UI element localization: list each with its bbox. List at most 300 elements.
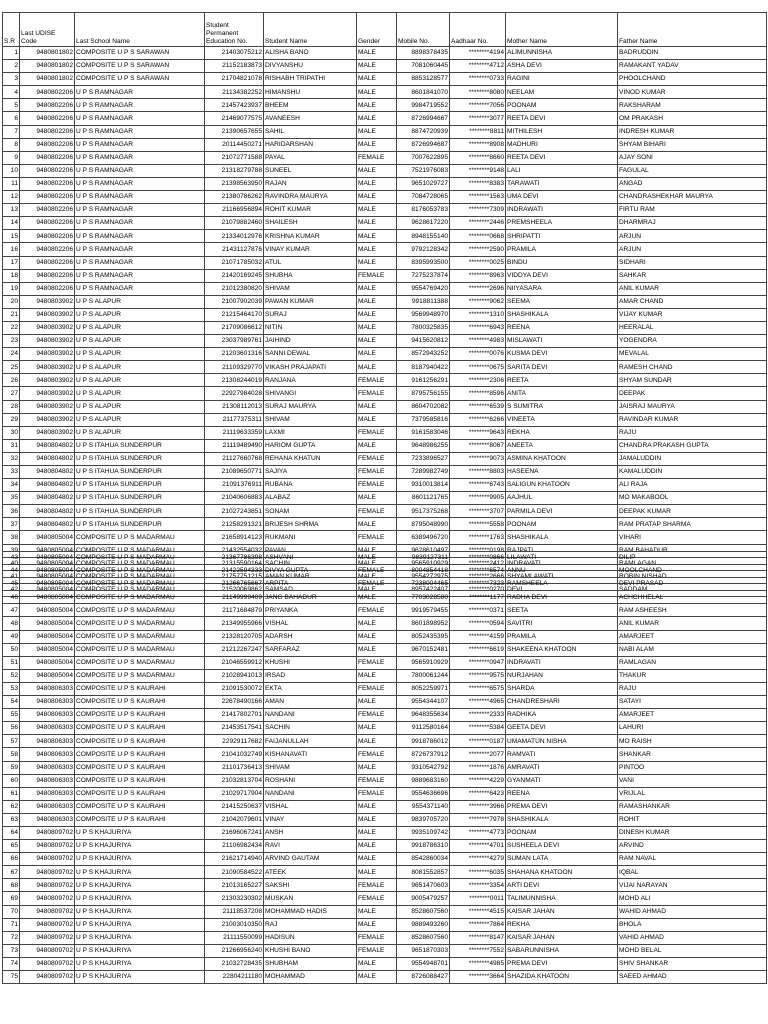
udise-code-cell: 9480801802 — [20, 47, 75, 60]
table-row — [3, 125, 767, 138]
udise-code-cell: 9480802206 — [20, 282, 75, 295]
aadhaar-cell: ********1876 — [450, 761, 506, 774]
udise-code-cell: 9480801802 — [20, 73, 75, 86]
school-name-cell: U P S ITAHUA SUNDERPUR — [75, 439, 205, 452]
school-name-cell: U P S KHAJURIYA — [75, 944, 205, 957]
aadhaar-cell: ********8147 — [450, 931, 506, 944]
sr-cell: 26 — [3, 374, 20, 387]
education-no-cell: 21704821078 — [205, 73, 264, 86]
school-name-cell: U P S RAMNAGAR — [75, 282, 205, 295]
father-name-cell: MO MAKABOOL — [618, 492, 767, 505]
gender-cell: MALE — [357, 308, 397, 321]
aadhaar-cell: ********3664 — [450, 971, 506, 984]
education-no-cell: 21349955966 — [205, 617, 264, 630]
gender-cell: FEMALE — [357, 151, 397, 164]
mobile-cell: 9935109742 — [397, 826, 450, 839]
mother-name-cell: UMAMATUN NISHA — [506, 735, 618, 748]
mother-name-cell: RADHA DEVI — [506, 591, 618, 604]
gender-cell: MALE — [357, 761, 397, 774]
father-name-cell: AMAR CHAND — [618, 295, 767, 308]
gender-cell: MALE — [357, 112, 397, 125]
mobile-cell: 9554344107 — [397, 696, 450, 709]
aadhaar-cell: ********1310 — [450, 308, 506, 321]
mother-name-cell: SHAKEENA KHATOON — [506, 643, 618, 656]
mother-name-cell: LALI — [506, 164, 618, 177]
student-name-cell: SURAJ MAURYA — [264, 400, 357, 413]
table-row — [3, 335, 767, 348]
sr-cell: 71 — [3, 918, 20, 931]
education-no-cell: 21328120705 — [205, 630, 264, 643]
mobile-cell: 9889683160 — [397, 774, 450, 787]
father-name-cell: SATAYI — [618, 696, 767, 709]
student-name-cell: SUNEEL — [264, 164, 357, 177]
school-name-cell: U P S RAMNAGAR — [75, 217, 205, 230]
school-name-cell: U P S KHAJURIYA — [75, 957, 205, 970]
gender-cell: FEMALE — [357, 426, 397, 439]
education-no-cell: 21029717904 — [205, 787, 264, 800]
student-name-cell: SAJIYA — [264, 466, 357, 479]
father-name-cell: DINESH KUMAR — [618, 826, 767, 839]
udise-code-cell: 9480802206 — [20, 112, 75, 125]
header-education-no: Student Permanent Education No. — [205, 13, 264, 47]
student-name-cell: ATEEK — [264, 866, 357, 879]
udise-code-cell: 9480806303 — [20, 800, 75, 813]
sr-cell: 31 — [3, 439, 20, 452]
table-row — [3, 361, 767, 374]
father-name-cell: RAJU — [618, 426, 767, 439]
mobile-cell: 9648355634 — [397, 709, 450, 722]
udise-code-cell: 9480809702 — [20, 944, 75, 957]
aadhaar-cell: ********8383 — [450, 177, 506, 190]
mobile-cell: 9554371140 — [397, 800, 450, 813]
father-name-cell: SAEED AHMAD — [618, 971, 767, 984]
student-name-cell: HARIDARSHAN — [264, 138, 357, 151]
school-name-cell: COMPOSITE U P S MADARMAU — [75, 583, 205, 596]
sr-cell: 1 — [3, 47, 20, 60]
udise-code-cell: 9480805004 — [20, 570, 75, 583]
mobile-cell: 9565910929 — [397, 557, 450, 570]
aadhaar-cell: ********9575 — [450, 669, 506, 682]
father-name-cell: MO RAISH — [618, 735, 767, 748]
father-name-cell: SHANKAR — [618, 748, 767, 761]
mobile-cell: 9554769420 — [397, 282, 450, 295]
student-name-cell: SHAILESH — [264, 217, 357, 230]
mother-name-cell: VINEETA — [506, 413, 618, 426]
mother-name-cell: MADHURI — [506, 138, 618, 151]
sr-cell: 30 — [3, 426, 20, 439]
udise-code-cell: 9480809702 — [20, 918, 75, 931]
school-name-cell: U P S RAMNAGAR — [75, 138, 205, 151]
student-name-cell: AVANEESH — [264, 112, 357, 125]
mother-name-cell: LILAWATI — [506, 552, 618, 565]
sr-cell: 9 — [3, 151, 20, 164]
mobile-cell: 7007622895 — [397, 151, 450, 164]
sr-cell: 44 — [3, 565, 20, 578]
father-name-cell: MOOLCHAND — [618, 565, 767, 578]
school-name-cell: COMPOSITE U P S KAURAHI — [75, 682, 205, 695]
sr-cell: 7 — [3, 125, 20, 138]
gender-cell: FEMALE — [357, 505, 397, 518]
father-name-cell: PINTOO — [618, 761, 767, 774]
education-no-cell: 23037989761 — [205, 335, 264, 348]
table-row — [3, 321, 767, 334]
aadhaar-cell: ********4965 — [450, 696, 506, 709]
mobile-cell: 8052435395 — [397, 630, 450, 643]
education-no-cell: 21308112013 — [205, 400, 264, 413]
mobile-cell: 7521976083 — [397, 164, 450, 177]
udise-code-cell: 9480802206 — [20, 125, 75, 138]
student-name-cell: SAKSHI — [264, 879, 357, 892]
sr-cell: 36 — [3, 505, 20, 518]
mobile-cell: 9554272975 — [397, 570, 450, 583]
sr-cell: 55 — [3, 709, 20, 722]
udise-code-cell: 9480802206 — [20, 204, 75, 217]
mobile-cell: 9310542792 — [397, 761, 450, 774]
udise-code-cell: 9480805004 — [20, 544, 75, 557]
mobile-cell: 7800325835 — [397, 321, 450, 334]
table-row — [3, 630, 767, 643]
table-row — [3, 348, 767, 361]
gender-cell: MALE — [357, 400, 397, 413]
education-no-cell: 21012380820 — [205, 282, 264, 295]
father-name-cell: VINOD KUMAR — [618, 86, 767, 99]
mobile-cell: 8601841070 — [397, 86, 450, 99]
student-name-cell: MUSKAN — [264, 892, 357, 905]
student-name-cell: RAJAN — [264, 177, 357, 190]
table-row — [3, 151, 767, 164]
education-no-cell: 21709086612 — [205, 321, 264, 334]
school-name-cell: U P S KHAJURIYA — [75, 853, 205, 866]
mobile-cell: 8601121765 — [397, 492, 450, 505]
header-udise-code: Last UDISE Code — [20, 13, 75, 47]
mother-name-cell: PREMSHEELA — [506, 217, 618, 230]
student-name-cell: MOHAMMAD — [264, 971, 357, 984]
aadhaar-cell: ********5558 — [450, 518, 506, 531]
aadhaar-cell: ********8080 — [450, 86, 506, 99]
table-row — [3, 230, 767, 243]
table-row — [3, 840, 767, 853]
mobile-cell: 9889493260 — [397, 918, 450, 931]
mother-name-cell: GEETA DEVI — [506, 722, 618, 735]
mobile-cell: 8176053783 — [397, 204, 450, 217]
mobile-cell: 9651870303 — [397, 944, 450, 957]
gender-cell: MALE — [357, 643, 397, 656]
mother-name-cell: SHAHANA KHATOON — [506, 866, 618, 879]
mother-name-cell: KUSMA DEVI — [506, 348, 618, 361]
father-name-cell: SHYAM BIHARI — [618, 138, 767, 151]
father-name-cell: BHOLA — [618, 918, 767, 931]
udise-code-cell: 9480802206 — [20, 86, 75, 99]
student-name-cell: ALISHA BANO — [264, 47, 357, 60]
student-name-cell: KISHANAVATI — [264, 748, 357, 761]
mother-name-cell: AAJHUL — [506, 492, 618, 505]
gender-cell: FEMALE — [357, 944, 397, 957]
education-no-cell: 21757751215 — [205, 570, 264, 583]
school-name-cell: U P S RAMNAGAR — [75, 243, 205, 256]
student-name-cell: RISHABH TRIPATHI — [264, 73, 357, 86]
mother-name-cell: SHAZIDA KHATOON — [506, 971, 618, 984]
student-name-cell: ADARSH — [264, 630, 357, 643]
mother-name-cell: PREMA DEVI — [506, 957, 618, 970]
mother-name-cell: HASEENA — [506, 466, 618, 479]
school-name-cell: COMPOSITE U P S KAURAHI — [75, 761, 205, 774]
aadhaar-cell: ********2412 — [450, 557, 506, 570]
udise-code-cell: 9480801802 — [20, 60, 75, 73]
student-name-cell: LAXMI — [264, 426, 357, 439]
school-name-cell: COMPOSITE U P S MADARMAU — [75, 531, 205, 544]
education-no-cell: 21308244019 — [205, 374, 264, 387]
sr-cell: 27 — [3, 387, 20, 400]
school-name-cell: U P S ITAHUA SUNDERPUR — [75, 518, 205, 531]
header-row — [3, 13, 767, 47]
education-no-cell: 21390657655 — [205, 125, 264, 138]
gender-cell: MALE — [357, 413, 397, 426]
student-name-cell: JANG BAHADUR — [264, 591, 357, 604]
gender-cell: MALE — [357, 125, 397, 138]
sr-cell: 37 — [3, 518, 20, 531]
school-name-cell: U P S KHAJURIYA — [75, 879, 205, 892]
school-name-cell: COMPOSITE U P S SARAWAN — [75, 60, 205, 73]
aadhaar-cell: ********4773 — [450, 826, 506, 839]
father-name-cell: ANIL KUMAR — [618, 282, 767, 295]
education-no-cell: 21152183873 — [205, 60, 264, 73]
mobile-cell: 9628617220 — [397, 217, 450, 230]
education-no-cell: 21072771588 — [205, 151, 264, 164]
school-name-cell: U P S ALAPUR — [75, 295, 205, 308]
udise-code-cell: 9480803902 — [20, 348, 75, 361]
student-name-cell: BRIJESH SHRMA — [264, 518, 357, 531]
table-row — [3, 918, 767, 931]
school-name-cell: COMPOSITE U P S KAURAHI — [75, 813, 205, 826]
school-name-cell: U P S ITAHUA SUNDERPUR — [75, 452, 205, 465]
education-no-cell: 21520069862 — [205, 583, 264, 596]
sr-cell: 42 — [3, 583, 20, 596]
gender-cell: FEMALE — [357, 748, 397, 761]
table-row — [3, 217, 767, 230]
sr-cell: 5 — [3, 99, 20, 112]
education-no-cell: 21422594333 — [205, 565, 264, 578]
mother-name-cell: REETA DEVI — [506, 151, 618, 164]
gender-cell: FEMALE — [357, 387, 397, 400]
mother-name-cell: SALIGUN KHATOON — [506, 479, 618, 492]
student-name-cell: RAJ — [264, 918, 357, 931]
education-no-cell: 21432554032 — [205, 544, 264, 557]
sr-cell: 38 — [3, 531, 20, 544]
udise-code-cell: 9480805004 — [20, 557, 75, 570]
sr-cell: 14 — [3, 217, 20, 230]
father-name-cell: ALI RAJA — [618, 479, 767, 492]
table-row — [3, 505, 767, 518]
student-name-cell: VINAY — [264, 813, 357, 826]
education-no-cell: 21090584522 — [205, 866, 264, 879]
education-no-cell: 21420169245 — [205, 269, 264, 282]
sr-cell: 51 — [3, 656, 20, 669]
aadhaar-cell: ********0675 — [450, 361, 506, 374]
gender-cell: MALE — [357, 164, 397, 177]
table-row — [3, 518, 767, 531]
mother-name-cell: SHYAMLAWATI — [506, 570, 618, 583]
mobile-cell: 7289982749 — [397, 466, 450, 479]
mother-name-cell: REKHA — [506, 918, 618, 931]
aadhaar-cell: ********1177 — [450, 591, 506, 604]
table-row — [3, 892, 767, 905]
sr-cell: 11 — [3, 177, 20, 190]
aadhaar-cell: ********9062 — [450, 295, 506, 308]
education-no-cell: 21266956240 — [205, 944, 264, 957]
student-name-cell: SANNI DEWAL — [264, 348, 357, 361]
mobile-cell: 9839127311 — [397, 552, 450, 565]
school-name-cell: U P S RAMNAGAR — [75, 230, 205, 243]
aadhaar-cell: ********4983 — [450, 335, 506, 348]
table-row — [3, 709, 767, 722]
education-no-cell: 21380786262 — [205, 191, 264, 204]
father-name-cell: JAISRAJ MAURYA — [618, 400, 767, 413]
sr-cell: 8 — [3, 138, 20, 151]
table-row — [3, 426, 767, 439]
mobile-cell: 7703028580 — [397, 591, 450, 604]
student-name-cell: AMAN — [264, 696, 357, 709]
aadhaar-cell: ********8963 — [450, 269, 506, 282]
udise-code-cell: 9480802206 — [20, 217, 75, 230]
student-name-cell: HIMANSHU — [264, 86, 357, 99]
father-name-cell: YOGENDRA — [618, 335, 767, 348]
father-name-cell: IQBAL — [618, 866, 767, 879]
udise-code-cell: 9480803902 — [20, 426, 75, 439]
father-name-cell: RAM PRATAP SHARMA — [618, 518, 767, 531]
table-row — [3, 492, 767, 505]
student-name-cell: SHIVAM — [264, 282, 357, 295]
aadhaar-cell: ********2306 — [450, 374, 506, 387]
sr-cell: 13 — [3, 204, 20, 217]
education-no-cell: 21046559912 — [205, 656, 264, 669]
header-aadhaar: Aadhaar No. — [450, 13, 506, 47]
education-no-cell: 21177375311 — [205, 413, 264, 426]
father-name-cell: VIHARI — [618, 531, 767, 544]
education-no-cell: 20114450271 — [205, 138, 264, 151]
aadhaar-cell: ********8660 — [450, 151, 506, 164]
aadhaar-cell: ********7056 — [450, 99, 506, 112]
udise-code-cell: 9480804802 — [20, 518, 75, 531]
udise-code-cell: 9480805004 — [20, 617, 75, 630]
gender-cell: FEMALE — [357, 931, 397, 944]
mobile-cell: 8726994667 — [397, 112, 450, 125]
gender-cell: MALE — [357, 335, 397, 348]
table-row — [3, 565, 767, 578]
school-name-cell: COMPOSITE U P S MADARMAU — [75, 630, 205, 643]
mobile-cell: 9648986255 — [397, 439, 450, 452]
mobile-cell: 9517375268 — [397, 505, 450, 518]
father-name-cell: ROHIT — [618, 813, 767, 826]
student-name-cell: ARVIND GAUTAM — [264, 853, 357, 866]
aadhaar-cell: ********7978 — [450, 813, 506, 826]
gender-cell: FEMALE — [357, 879, 397, 892]
father-name-cell: MOHD ALI — [618, 892, 767, 905]
udise-code-cell: 9480802206 — [20, 177, 75, 190]
student-name-cell: JAIHIND — [264, 335, 357, 348]
student-name-cell: PRIYANKA — [264, 604, 357, 617]
mobile-cell: 8604702082 — [397, 400, 450, 413]
table-row — [3, 813, 767, 826]
udise-code-cell: 9480802206 — [20, 191, 75, 204]
mother-name-cell: PARMILA DEVI — [506, 505, 618, 518]
mother-name-cell: UMA DEVI — [506, 191, 618, 204]
school-name-cell: COMPOSITE U P S SARAWAN — [75, 47, 205, 60]
father-name-cell: PHOOLCHAND — [618, 73, 767, 86]
student-name-cell: ROHIT KUMAR — [264, 204, 357, 217]
mobile-cell: 9651470603 — [397, 879, 450, 892]
table-row — [3, 591, 767, 604]
udise-code-cell: 9480803902 — [20, 387, 75, 400]
gender-cell: FEMALE — [357, 709, 397, 722]
student-name-cell: PAWAN KUMAR — [264, 295, 357, 308]
father-name-cell: VANI — [618, 774, 767, 787]
mobile-cell: 9161256291 — [397, 374, 450, 387]
aadhaar-cell: ********9905 — [450, 492, 506, 505]
school-name-cell: U P S RAMNAGAR — [75, 151, 205, 164]
student-name-cell: SURAJ — [264, 308, 357, 321]
aadhaar-cell: ********6539 — [450, 400, 506, 413]
gender-cell: FEMALE — [357, 466, 397, 479]
aadhaar-cell: ********2077 — [450, 748, 506, 761]
student-name-cell: BHEEM — [264, 99, 357, 112]
school-name-cell: U P S RAMNAGAR — [75, 164, 205, 177]
table-row — [3, 866, 767, 879]
mobile-cell: 9918786310 — [397, 840, 450, 853]
gender-cell: MALE — [357, 191, 397, 204]
student-name-cell: VIKASH PRAJAPATI — [264, 361, 357, 374]
mobile-cell: 9554948701 — [397, 957, 450, 970]
sr-cell: 15 — [3, 230, 20, 243]
gender-cell: MALE — [357, 800, 397, 813]
education-no-cell: 21091376911 — [205, 479, 264, 492]
table-row — [3, 387, 767, 400]
aadhaar-cell: ********3077 — [450, 112, 506, 125]
sr-cell: 41 — [3, 570, 20, 583]
gender-cell: FEMALE — [357, 787, 397, 800]
sr-cell: 43 — [3, 552, 20, 565]
father-name-cell: DEEPAK — [618, 387, 767, 400]
father-name-cell: MOHD BELAL — [618, 944, 767, 957]
aadhaar-cell: ********6619 — [450, 643, 506, 656]
school-name-cell: U P S ALAPUR — [75, 348, 205, 361]
education-no-cell: 21457423937 — [205, 99, 264, 112]
udise-code-cell: 9480809702 — [20, 905, 75, 918]
mobile-cell: 7081060445 — [397, 60, 450, 73]
udise-code-cell: 9480806303 — [20, 761, 75, 774]
gender-cell: MALE — [357, 735, 397, 748]
school-name-cell: COMPOSITE U P S KAURAHI — [75, 774, 205, 787]
school-name-cell: COMPOSITE U P S MADARMAU — [75, 669, 205, 682]
education-no-cell: 21149999409 — [205, 591, 264, 604]
school-name-cell: U P S ALAPUR — [75, 308, 205, 321]
father-name-cell: CHANDRA PRAKASH GUPTA — [618, 439, 767, 452]
table-row — [3, 256, 767, 269]
mobile-cell: 8795756155 — [397, 387, 450, 400]
gender-cell: MALE — [357, 866, 397, 879]
student-name-cell: KHUSHI — [264, 656, 357, 669]
aadhaar-cell: ********0025 — [450, 256, 506, 269]
sr-cell: 21 — [3, 308, 20, 321]
education-no-cell: 21040606883 — [205, 492, 264, 505]
mother-name-cell: SHARDA — [506, 682, 618, 695]
mother-name-cell: PRAMILA — [506, 630, 618, 643]
mother-name-cell: KAISAR JAHAN — [506, 905, 618, 918]
udise-code-cell: 9480802206 — [20, 256, 75, 269]
education-no-cell: 21258291321 — [205, 518, 264, 531]
school-name-cell: U P S RAMNAGAR — [75, 125, 205, 138]
aadhaar-cell: ********7864 — [450, 918, 506, 931]
aadhaar-cell: ********0668 — [450, 230, 506, 243]
